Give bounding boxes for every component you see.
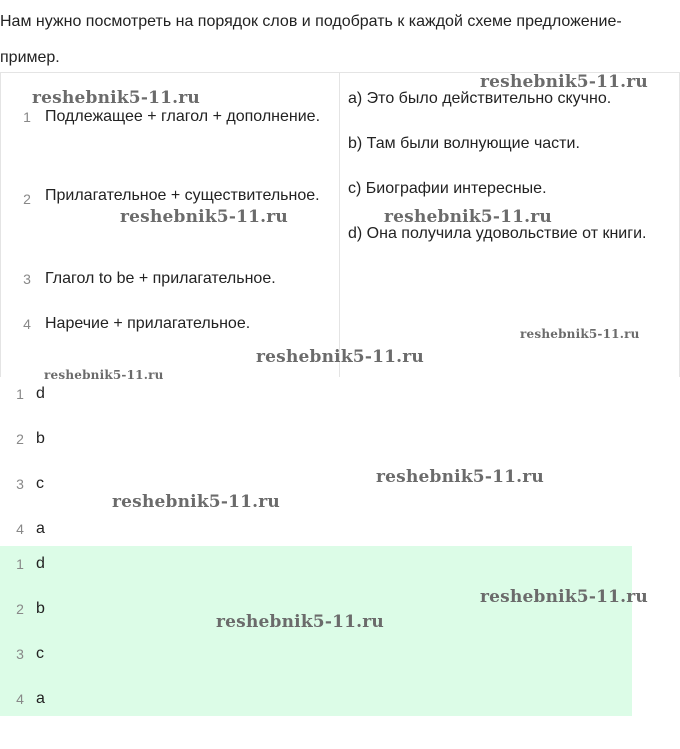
answer-value: a	[36, 520, 45, 537]
example-item: b) Там были волнующие части.	[348, 135, 580, 152]
watermark: reshebnik5-11.ru	[32, 88, 200, 108]
scheme-number: 1	[23, 109, 31, 125]
scheme-text: Глагол to be + прилагательное.	[45, 270, 276, 287]
answer-value: b	[36, 430, 45, 447]
answer-row	[0, 681, 632, 726]
answer-value: b	[36, 600, 45, 617]
answer-value: d	[36, 385, 45, 402]
answer-list	[0, 376, 632, 546]
task-instruction: Нам нужно посмотреть на порядок слов и подобрать к каждой схеме предложение-пример.	[0, 13, 622, 66]
watermark: reshebnik5-11.ru	[480, 72, 648, 92]
watermark: reshebnik5-11.ru	[480, 587, 648, 607]
watermark: reshebnik5-11.ru	[384, 207, 552, 227]
answer-row	[0, 636, 632, 681]
answer-value: a	[36, 690, 45, 707]
answer-row	[0, 421, 632, 466]
scheme-text: Подлежащее + глагол + дополнение.	[45, 108, 321, 125]
example-item: a) Это было действительно скучно.	[348, 90, 612, 107]
watermark: reshebnik5-11.ru	[376, 467, 544, 487]
answer-value: d	[36, 555, 45, 572]
answer-number: 4	[16, 521, 24, 537]
watermark: reshebnik5-11.ru	[44, 368, 164, 382]
scheme-number: 3	[23, 271, 31, 287]
scheme-number: 2	[23, 191, 31, 207]
watermark: reshebnik5-11.ru	[216, 612, 384, 632]
example-item: d) Она получила удовольствие от книги.	[348, 225, 647, 242]
scheme-text: Наречие + прилагательное.	[45, 315, 251, 332]
scheme-text: Прилагательное + существительное.	[45, 187, 320, 204]
answer-number: 3	[16, 476, 24, 492]
answer-number: 3	[16, 646, 24, 662]
answer-number: 1	[16, 556, 24, 572]
answer-number: 1	[16, 386, 24, 402]
watermark: reshebnik5-11.ru	[120, 207, 288, 227]
answer-value: c	[36, 645, 44, 662]
example-item: c) Биографии интересные.	[348, 180, 547, 197]
scheme-number: 4	[23, 316, 31, 332]
watermark: reshebnik5-11.ru	[520, 327, 640, 341]
watermark: reshebnik5-11.ru	[112, 492, 280, 512]
answer-row	[0, 546, 632, 591]
answer-number: 4	[16, 691, 24, 707]
answer-number: 2	[16, 601, 24, 617]
answer-row	[0, 376, 632, 421]
watermark: reshebnik5-11.ru	[256, 347, 424, 367]
answer-number: 2	[16, 431, 24, 447]
answer-value: c	[36, 475, 44, 492]
